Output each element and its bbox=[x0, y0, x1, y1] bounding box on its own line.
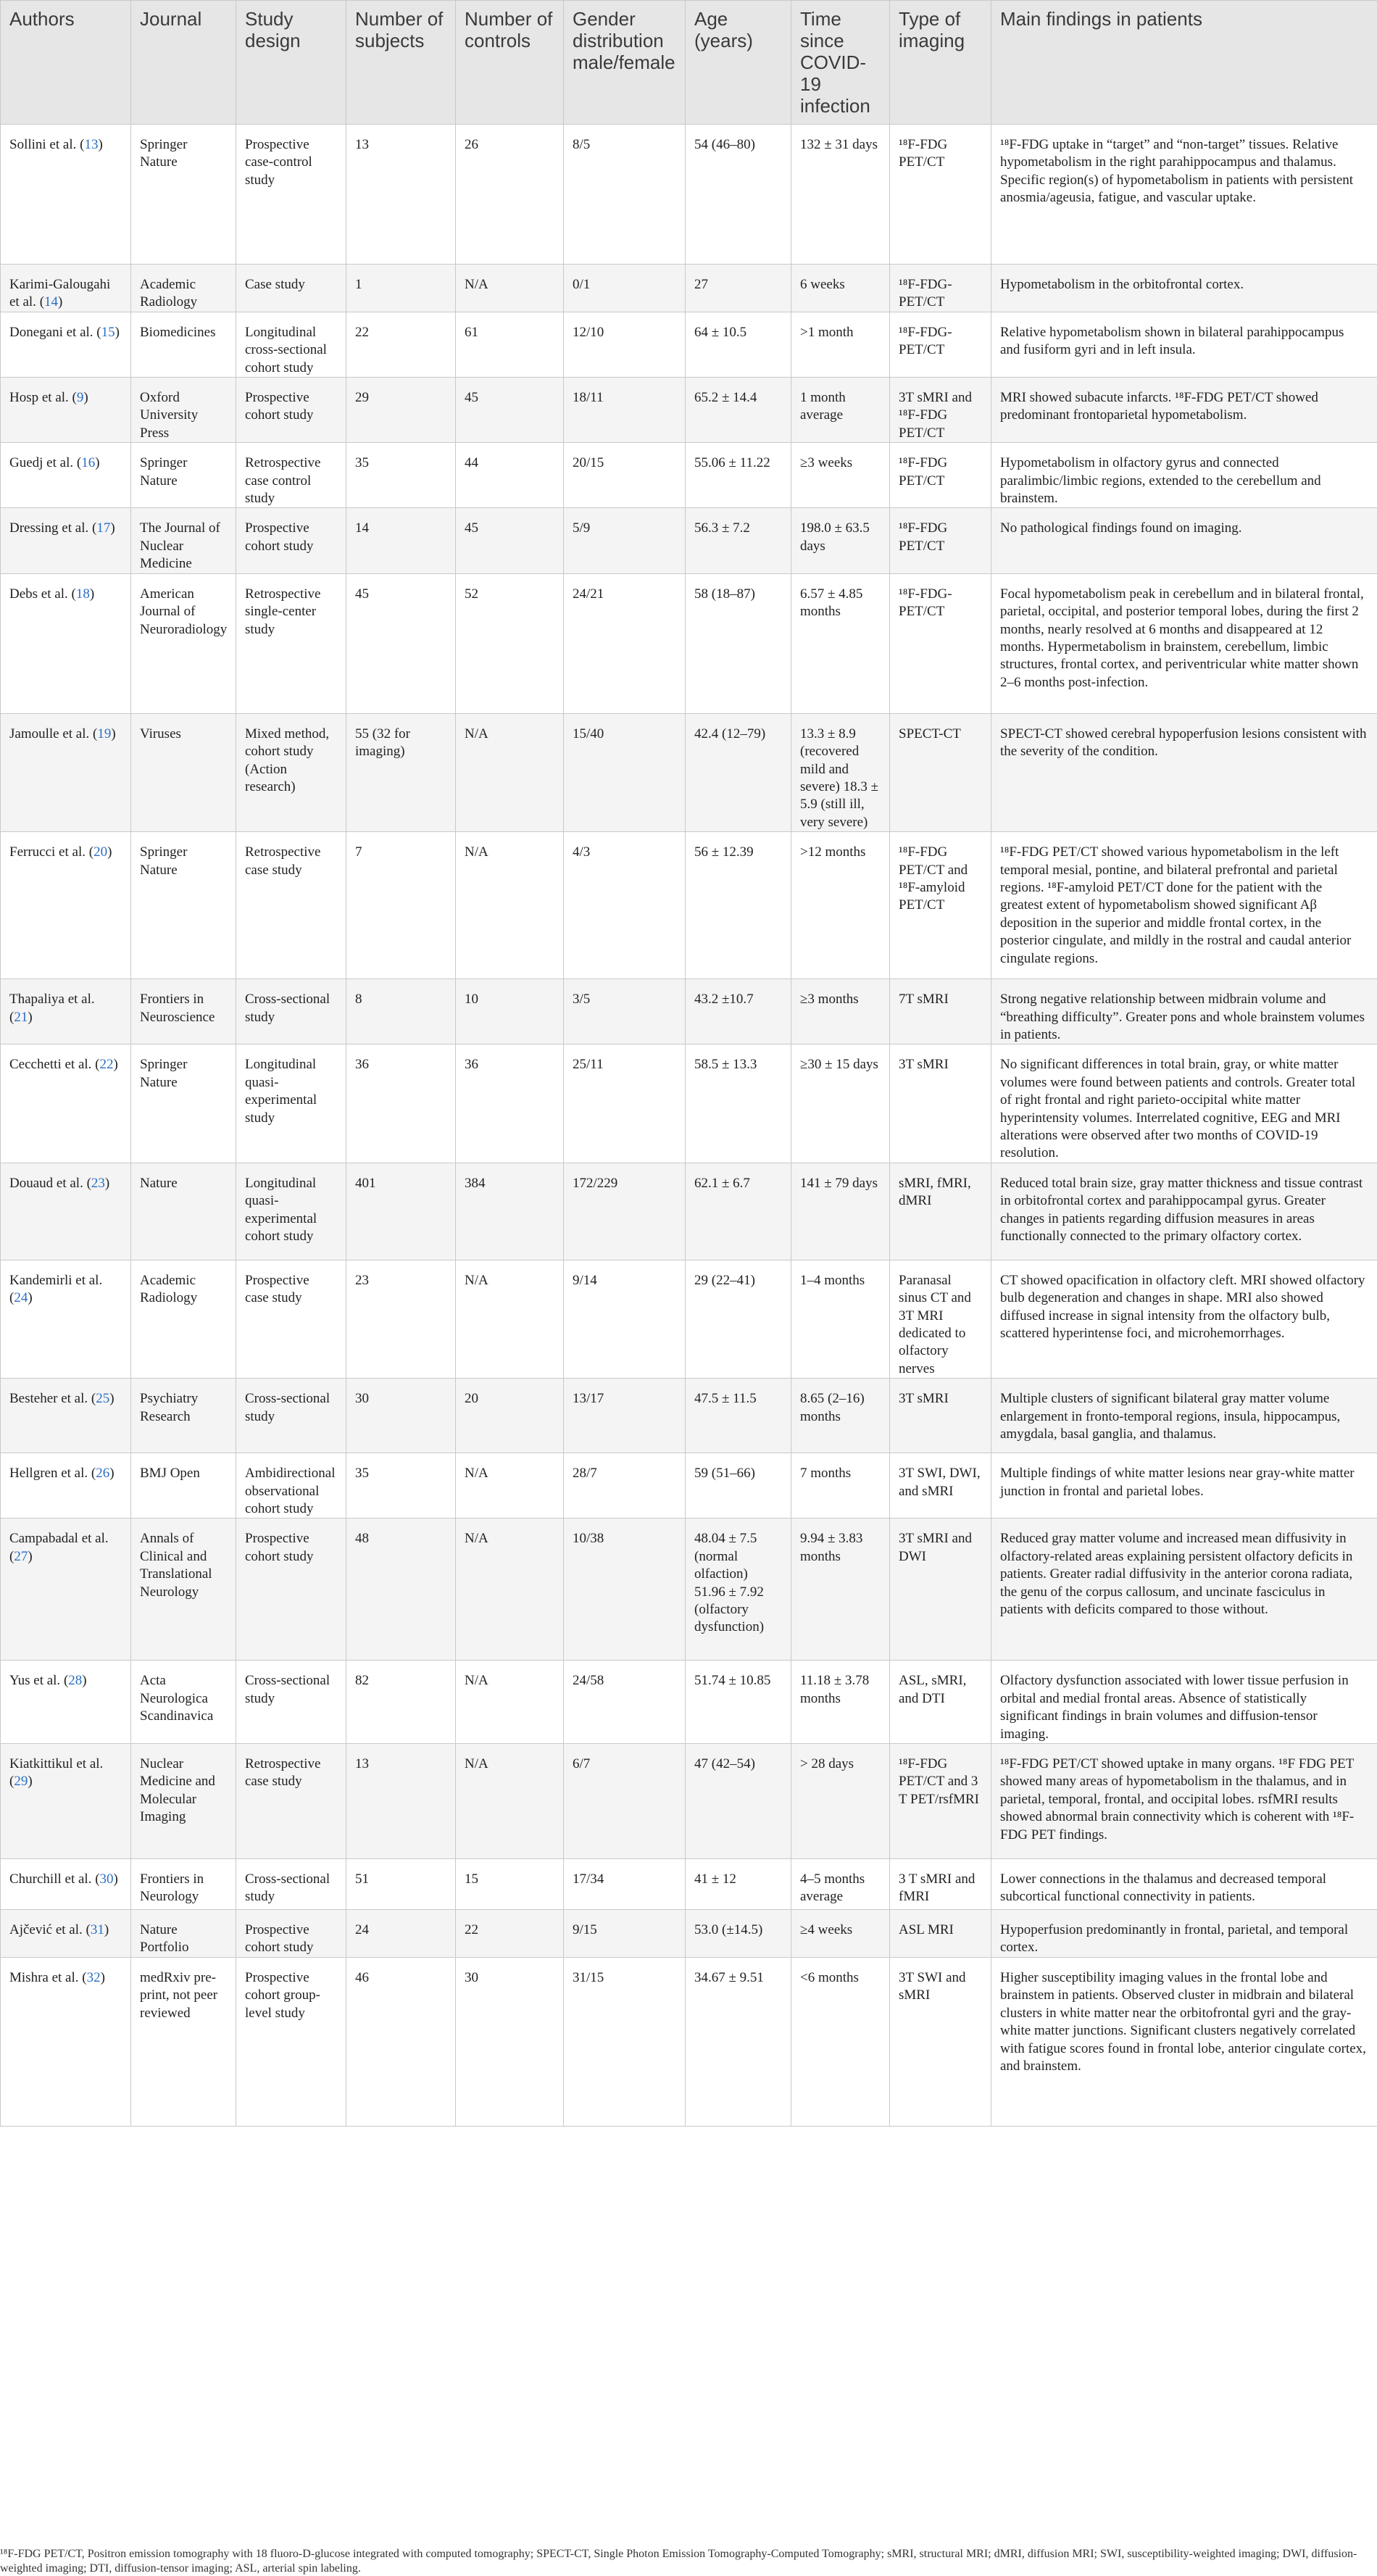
cell-findings: Hypometabolism in the orbitofrontal cortex. bbox=[991, 265, 1377, 312]
header-type-of-imaging: Type of imaging bbox=[890, 1, 991, 125]
cell-controls: 45 bbox=[456, 508, 564, 573]
cell-gender: 9/14 bbox=[564, 1260, 686, 1378]
cell-subjects: 13 bbox=[346, 125, 456, 265]
cell-time-since-infection: 132 ± 31 days bbox=[791, 125, 890, 265]
cell-imaging: ASL, sMRI, and DTI bbox=[890, 1661, 991, 1744]
cell-age: 29 (22–41) bbox=[686, 1260, 791, 1378]
author-name: Besteher et al. bbox=[9, 1391, 88, 1407]
cell-time-since-infection: 1–4 months bbox=[791, 1260, 890, 1378]
cell-findings: No pathological findings found on imaging. bbox=[991, 508, 1377, 573]
cell-imaging: 3T sMRI bbox=[890, 1379, 991, 1453]
cell-gender: 28/7 bbox=[564, 1453, 686, 1518]
cell-study-design: Cross-sectional study bbox=[236, 979, 346, 1044]
cell-author: Sollini et al. (13) bbox=[1, 125, 131, 265]
cell-controls: N/A bbox=[456, 832, 564, 979]
cell-author: Cecchetti et al. (22) bbox=[1, 1044, 131, 1163]
author-name: Hosp et al. bbox=[9, 390, 69, 406]
cell-imaging: ¹⁸F-FDG-PET/CT bbox=[890, 312, 991, 377]
cell-study-design: Cross-sectional study bbox=[236, 1661, 346, 1744]
cell-journal: Springer Nature bbox=[131, 125, 236, 265]
cell-controls: 384 bbox=[456, 1163, 564, 1260]
table-row bbox=[1, 443, 1377, 508]
cell-study-design: Longitudinal quasi-experimental cohort study bbox=[236, 1163, 346, 1260]
cell-subjects: 7 bbox=[346, 832, 456, 979]
cell-study-design: Mixed method, cohort study (Action research) bbox=[236, 713, 346, 831]
reference-link[interactable]: 25 bbox=[96, 1391, 110, 1407]
cell-author: Dressing et al. (17) bbox=[1, 508, 131, 573]
cell-time-since-infection: 8.65 (2–16) months bbox=[791, 1379, 890, 1453]
cell-subjects: 13 bbox=[346, 1744, 456, 1859]
cell-author: Churchill et al. (30) bbox=[1, 1859, 131, 1910]
cell-findings: MRI showed subacute infarcts. ¹⁸F-FDG PET/CT showed predominant frontoparietal hypometabolism. bbox=[991, 378, 1377, 443]
cell-time-since-infection: 13.3 ± 8.9 (recovered mild and severe) 18.3 ± 5.9 (still ill, very severe) bbox=[791, 713, 890, 831]
cell-findings: Multiple clusters of significant bilateral gray matter volume enlargement in fronto-temporal regions, insula, hippocampus, amygdala, basal ganglia, and thalamus. bbox=[991, 1379, 1377, 1453]
cell-author: Kandemirli et al. (24) bbox=[1, 1260, 131, 1378]
cell-controls: N/A bbox=[456, 1260, 564, 1378]
reference-link[interactable]: 19 bbox=[97, 726, 112, 741]
reference-link[interactable]: 30 bbox=[99, 1871, 114, 1887]
cell-controls: N/A bbox=[456, 1661, 564, 1744]
cell-age: 42.4 (12–79) bbox=[686, 713, 791, 831]
table-row bbox=[1, 1910, 1377, 1958]
header-number-of-controls: Number of controls bbox=[456, 1, 564, 125]
cell-imaging: 3T sMRI bbox=[890, 1044, 991, 1163]
cell-author: Jamoulle et al. (19) bbox=[1, 713, 131, 831]
cell-journal: Academic Radiology bbox=[131, 1260, 236, 1378]
cell-study-design: Ambidirectional observational cohort study bbox=[236, 1453, 346, 1518]
author-name: Ajčević et al. bbox=[9, 1922, 83, 1938]
cell-study-design: Retrospective single-center study bbox=[236, 573, 346, 713]
table-row bbox=[1, 1379, 1377, 1453]
cell-findings: No significant differences in total brain, gray, or white matter volumes were found between patients and controls. Greater total of right frontal and right parieto-occipital white matter hyperintensity volumes. Interrelated cognitive, EEG and MRI alterations were observed after two months of COVID-19 resolution. bbox=[991, 1044, 1377, 1163]
cell-age: 54 (46–80) bbox=[686, 125, 791, 265]
reference-link[interactable]: 14 bbox=[44, 294, 59, 310]
cell-imaging: sMRI, fMRI, dMRI bbox=[890, 1163, 991, 1260]
cell-findings: ¹⁸F-FDG uptake in “target” and “non-target” tissues. Relative hypometabolism in the right parahippocampus and thalamus. Specific region(s) of hypometabolism in patients with persistent anosmia/ageusia, fatigue, and vascular uptake. bbox=[991, 125, 1377, 265]
cell-subjects: 82 bbox=[346, 1661, 456, 1744]
author-name: Campabadal et al. bbox=[9, 1531, 109, 1547]
cell-journal: Nuclear Medicine and Molecular Imaging bbox=[131, 1744, 236, 1859]
cell-study-design: Retrospective case study bbox=[236, 832, 346, 979]
cell-imaging: 3 T sMRI and fMRI bbox=[890, 1859, 991, 1910]
header-authors: Authors bbox=[1, 1, 131, 125]
cell-subjects: 35 bbox=[346, 443, 456, 508]
table-row bbox=[1, 832, 1377, 979]
author-name: Thapaliya et al. bbox=[9, 992, 95, 1007]
cell-age: 58 (18–87) bbox=[686, 573, 791, 713]
cell-time-since-infection: 9.94 ± 3.83 months bbox=[791, 1518, 890, 1661]
reference-link[interactable]: 15 bbox=[101, 324, 115, 340]
cell-subjects: 55 (32 for imaging) bbox=[346, 713, 456, 831]
cell-imaging: 7T sMRI bbox=[890, 979, 991, 1044]
cell-author: Kiatkittikul et al. (29) bbox=[1, 1744, 131, 1859]
cell-findings: Strong negative relationship between midbrain volume and “breathing difficulty”. Greater pons and whole brainstem volumes in patients. bbox=[991, 979, 1377, 1044]
cell-author: Ajčević et al. (31) bbox=[1, 1910, 131, 1958]
cell-controls: N/A bbox=[456, 1518, 564, 1661]
cell-journal: American Journal of Neuroradiology bbox=[131, 573, 236, 713]
header-study-design: Study design bbox=[236, 1, 346, 125]
cell-study-design: Prospective cohort study bbox=[236, 378, 346, 443]
cell-journal: Oxford University Press bbox=[131, 378, 236, 443]
cell-findings: Reduced gray matter volume and increased mean diffusivity in olfactory-related areas explaining persistent olfactory deficits in patients. Greater radial diffusivity in the anterior corona radiata, the genu of the corpus callosum, and uncinate fasciculus in patients with deficits compared to those without. bbox=[991, 1518, 1377, 1661]
cell-journal: Academic Radiology bbox=[131, 265, 236, 312]
cell-age: 64 ± 10.5 bbox=[686, 312, 791, 377]
cell-journal: Annals of Clinical and Translational Neurology bbox=[131, 1518, 236, 1661]
cell-time-since-infection: >12 months bbox=[791, 832, 890, 979]
table-row bbox=[1, 1957, 1377, 2126]
cell-controls: N/A bbox=[456, 1453, 564, 1518]
cell-gender: 15/40 bbox=[564, 713, 686, 831]
author-name: Ferrucci et al. bbox=[9, 844, 86, 860]
cell-age: 65.2 ± 14.4 bbox=[686, 378, 791, 443]
author-name: Guedj et al. bbox=[9, 455, 74, 471]
author-name: Dressing et al. bbox=[9, 520, 89, 536]
cell-controls: N/A bbox=[456, 265, 564, 312]
cell-gender: 0/1 bbox=[564, 265, 686, 312]
cell-subjects: 48 bbox=[346, 1518, 456, 1661]
cell-gender: 24/58 bbox=[564, 1661, 686, 1744]
cell-time-since-infection: 141 ± 79 days bbox=[791, 1163, 890, 1260]
author-name: Debs et al. bbox=[9, 586, 68, 602]
cell-time-since-infection: ≥4 weeks bbox=[791, 1910, 890, 1958]
cell-controls: 22 bbox=[456, 1910, 564, 1958]
cell-subjects: 22 bbox=[346, 312, 456, 377]
cell-imaging: 3T SWI and sMRI bbox=[890, 1957, 991, 2126]
cell-study-design: Prospective cohort study bbox=[236, 1910, 346, 1958]
header-journal: Journal bbox=[131, 1, 236, 125]
cell-gender: 20/15 bbox=[564, 443, 686, 508]
cell-journal: Viruses bbox=[131, 713, 236, 831]
cell-age: 56 ± 12.39 bbox=[686, 832, 791, 979]
cell-subjects: 30 bbox=[346, 1379, 456, 1453]
table-row bbox=[1, 1661, 1377, 1744]
cell-time-since-infection: >1 month bbox=[791, 312, 890, 377]
cell-subjects: 35 bbox=[346, 1453, 456, 1518]
cell-age: 51.74 ± 10.85 bbox=[686, 1661, 791, 1744]
cell-subjects: 401 bbox=[346, 1163, 456, 1260]
author-name: Churchill et al. bbox=[9, 1871, 92, 1887]
reference-link[interactable]: 24 bbox=[14, 1290, 28, 1306]
reference-link[interactable]: 23 bbox=[91, 1175, 105, 1191]
cell-time-since-infection: 7 months bbox=[791, 1453, 890, 1518]
cell-gender: 18/11 bbox=[564, 378, 686, 443]
cell-journal: Springer Nature bbox=[131, 832, 236, 979]
cell-journal: The Journal of Nuclear Medicine bbox=[131, 508, 236, 573]
header-number-of-subjects: Number of subjects bbox=[346, 1, 456, 125]
cell-subjects: 24 bbox=[346, 1910, 456, 1958]
table-row bbox=[1, 713, 1377, 831]
cell-journal: Biomedicines bbox=[131, 312, 236, 377]
cell-study-design: Cross-sectional study bbox=[236, 1859, 346, 1910]
cell-subjects: 8 bbox=[346, 979, 456, 1044]
cell-author: Besteher et al. (25) bbox=[1, 1379, 131, 1453]
cell-author: Ferrucci et al. (20) bbox=[1, 832, 131, 979]
cell-age: 55.06 ± 11.22 bbox=[686, 443, 791, 508]
cell-imaging: 3T sMRI and ¹⁸F-FDG PET/CT bbox=[890, 378, 991, 443]
cell-study-design: Retrospective case study bbox=[236, 1744, 346, 1859]
cell-age: 43.2 ±10.7 bbox=[686, 979, 791, 1044]
table-row bbox=[1, 265, 1377, 312]
cell-study-design: Longitudinal cross-sectional cohort study bbox=[236, 312, 346, 377]
cell-findings: Hypometabolism in olfactory gyrus and connected paralimbic/limbic regions, extended to the cerebellum and brainstem. bbox=[991, 443, 1377, 508]
cell-age: 62.1 ± 6.7 bbox=[686, 1163, 791, 1260]
cell-journal: Nature Portfolio bbox=[131, 1910, 236, 1958]
cell-imaging: 3T sMRI and DWI bbox=[890, 1518, 991, 1661]
cell-time-since-infection: 4–5 months average bbox=[791, 1859, 890, 1910]
table-row bbox=[1, 1163, 1377, 1260]
cell-author: Yus et al. (28) bbox=[1, 1661, 131, 1744]
cell-time-since-infection: 6.57 ± 4.85 months bbox=[791, 573, 890, 713]
reference-link[interactable]: 18 bbox=[75, 586, 90, 602]
cell-age: 48.04 ± 7.5 (normal olfaction) 51.96 ± 7.92 (olfactory dysfunction) bbox=[686, 1518, 791, 1661]
cell-journal: Springer Nature bbox=[131, 443, 236, 508]
author-name: Cecchetti et al. bbox=[9, 1057, 92, 1073]
cell-gender: 3/5 bbox=[564, 979, 686, 1044]
cell-subjects: 45 bbox=[346, 573, 456, 713]
cell-imaging: ¹⁸F-FDG-PET/CT bbox=[890, 265, 991, 312]
author-name: Sollini et al. bbox=[9, 137, 77, 152]
reference-link[interactable]: 21 bbox=[14, 1009, 28, 1025]
cell-gender: 13/17 bbox=[564, 1379, 686, 1453]
table-header-row bbox=[1, 1, 1377, 125]
cell-time-since-infection: ≥3 weeks bbox=[791, 443, 890, 508]
cell-imaging: ¹⁸F-FDG PET/CT bbox=[890, 125, 991, 265]
cell-author: Hosp et al. (9) bbox=[1, 378, 131, 443]
cell-journal: Springer Nature bbox=[131, 1044, 236, 1163]
cell-gender: 31/15 bbox=[564, 1957, 686, 2126]
cell-controls: 15 bbox=[456, 1859, 564, 1910]
cell-controls: N/A bbox=[456, 1744, 564, 1859]
cell-study-design: Prospective cohort group-level study bbox=[236, 1957, 346, 2126]
cell-subjects: 14 bbox=[346, 508, 456, 573]
cell-study-design: Longitudinal quasi-experimental study bbox=[236, 1044, 346, 1163]
cell-subjects: 36 bbox=[346, 1044, 456, 1163]
cell-findings: ¹⁸F-FDG PET/CT showed various hypometabolism in the left temporal mesial, pontine, and bilateral prefrontal and parietal regions. ¹⁸F-amyloid PET/CT done for the patient with the greatest extent of hypometabolism showed significant Aβ deposition in the superior and middle frontal cortex, in the posterior cingulate, and mildly in the rostral and caudal anterior cingulate regions. bbox=[991, 832, 1377, 979]
cell-imaging: 3T SWI, DWI, and sMRI bbox=[890, 1453, 991, 1518]
cell-gender: 8/5 bbox=[564, 125, 686, 265]
author-name: Douaud et al. bbox=[9, 1175, 83, 1191]
reference-link[interactable]: 13 bbox=[84, 137, 99, 152]
cell-imaging: ¹⁸F-FDG PET/CT and ¹⁸F-amyloid PET/CT bbox=[890, 832, 991, 979]
cell-controls: N/A bbox=[456, 713, 564, 831]
author-name: Kiatkittikul et al. bbox=[9, 1756, 104, 1772]
table-row bbox=[1, 125, 1377, 265]
cell-journal: BMJ Open bbox=[131, 1453, 236, 1518]
cell-age: 41 ± 12 bbox=[686, 1859, 791, 1910]
reference-link[interactable]: 27 bbox=[14, 1548, 28, 1564]
author-name: Karimi-Galougahi et al. bbox=[9, 277, 111, 310]
reference-link[interactable]: 17 bbox=[96, 520, 111, 536]
table-row bbox=[1, 378, 1377, 443]
table-row bbox=[1, 1260, 1377, 1378]
cell-controls: 44 bbox=[456, 443, 564, 508]
cell-author: Mishra et al. (32) bbox=[1, 1957, 131, 2126]
cell-controls: 26 bbox=[456, 125, 564, 265]
cell-findings: Hypoperfusion predominantly in frontal, parietal, and temporal cortex. bbox=[991, 1910, 1377, 1958]
cell-author: Debs et al. (18) bbox=[1, 573, 131, 713]
cell-journal: Nature bbox=[131, 1163, 236, 1260]
cell-findings: Focal hypometabolism peak in cerebellum and in bilateral frontal, parietal, occipital, and posterior temporal lobes, during the first 2 months, nearly resolved at 6 months and disappeared at 12 months. Hypermetabolism in brainstem, cerebellum, limbic structures, frontal cortex, and periventricular white matter shown 2–6 months post-infection. bbox=[991, 573, 1377, 713]
cell-journal: Acta Neurologica Scandinavica bbox=[131, 1661, 236, 1744]
table-row bbox=[1, 1044, 1377, 1163]
cell-gender: 10/38 bbox=[564, 1518, 686, 1661]
cell-imaging: ¹⁸F-FDG PET/CT and 3 T PET/rsfMRI bbox=[890, 1744, 991, 1859]
cell-gender: 17/34 bbox=[564, 1859, 686, 1910]
cell-age: 47.5 ± 11.5 bbox=[686, 1379, 791, 1453]
cell-journal: Frontiers in Neurology bbox=[131, 1859, 236, 1910]
reference-link[interactable]: 26 bbox=[96, 1466, 110, 1482]
cell-findings: Higher susceptibility imaging values in the frontal lobe and brainstem in patients. Observed cluster in midbrain and bilateral clusters in white matter near the orbitofrontal gyri and the gray-white matter junctions. Significant clusters negatively correlated with fatigue scores found in frontal lobe, anterior cingulate cortex, and brainstem. bbox=[991, 1957, 1377, 2126]
header-gender-distribution: Gender distribution male/female bbox=[564, 1, 686, 125]
cell-author: Thapaliya et al. (21) bbox=[1, 979, 131, 1044]
cell-age: 34.67 ± 9.51 bbox=[686, 1957, 791, 2126]
cell-study-design: Prospective case study bbox=[236, 1260, 346, 1378]
reference-link[interactable]: 31 bbox=[90, 1922, 104, 1938]
cell-time-since-infection: <6 months bbox=[791, 1957, 890, 2126]
cell-gender: 25/11 bbox=[564, 1044, 686, 1163]
cell-subjects: 29 bbox=[346, 378, 456, 443]
cell-author: Donegani et al. (15) bbox=[1, 312, 131, 377]
cell-time-since-infection: > 28 days bbox=[791, 1744, 890, 1859]
cell-time-since-infection: ≥30 ± 15 days bbox=[791, 1044, 890, 1163]
table-row bbox=[1, 1518, 1377, 1661]
cell-subjects: 46 bbox=[346, 1957, 456, 2126]
cell-imaging: ¹⁸F-FDG PET/CT bbox=[890, 443, 991, 508]
author-name: Kandemirli et al. bbox=[9, 1272, 103, 1288]
cell-subjects: 23 bbox=[346, 1260, 456, 1378]
cell-time-since-infection: 1 month average bbox=[791, 378, 890, 443]
table-row bbox=[1, 312, 1377, 377]
cell-controls: 36 bbox=[456, 1044, 564, 1163]
cell-imaging: ASL MRI bbox=[890, 1910, 991, 1958]
cell-controls: 10 bbox=[456, 979, 564, 1044]
table-row bbox=[1, 1453, 1377, 1518]
cell-controls: 30 bbox=[456, 1957, 564, 2126]
cell-age: 59 (51–66) bbox=[686, 1453, 791, 1518]
table-row bbox=[1, 573, 1377, 713]
cell-findings: Olfactory dysfunction associated with lower tissue perfusion in orbital and medial frontal areas. Absence of statistically significant findings in brain volumes and diffusion-tensor imaging. bbox=[991, 1661, 1377, 1744]
reference-link[interactable]: 20 bbox=[93, 844, 108, 860]
table-footnote: ¹⁸F-FDG PET/CT, Positron emission tomography with 18 fluoro-D-glucose integrated with computed tomography; SPECT-CT, Single Photon Emission Tomography-Computed Tomography; sMRI, structural MRI; dMRI, diffusion MRI; SWI, susceptibility-weighted imaging; DWI, diffusion-weighted imaging; DTI, diffusion-tensor imaging; ASL, arterial spin labeling. bbox=[0, 2548, 1357, 2575]
cell-study-design: Retrospective case control study bbox=[236, 443, 346, 508]
cell-gender: 12/10 bbox=[564, 312, 686, 377]
author-name: Hellgren et al. bbox=[9, 1466, 88, 1482]
cell-age: 56.3 ± 7.2 bbox=[686, 508, 791, 573]
header-age: Age (years) bbox=[686, 1, 791, 125]
cell-author: Karimi-Galougahi et al. (14) bbox=[1, 265, 131, 312]
table-row bbox=[1, 979, 1377, 1044]
cell-imaging: ¹⁸F-FDG PET/CT bbox=[890, 508, 991, 573]
cell-study-design: Prospective cohort study bbox=[236, 508, 346, 573]
cell-author: Campabadal et al. (27) bbox=[1, 1518, 131, 1661]
cell-gender: 5/9 bbox=[564, 508, 686, 573]
cell-gender: 9/15 bbox=[564, 1910, 686, 1958]
cell-author: Guedj et al. (16) bbox=[1, 443, 131, 508]
cell-gender: 172/229 bbox=[564, 1163, 686, 1260]
cell-age: 53.0 (±14.5) bbox=[686, 1910, 791, 1958]
author-name: Donegani et al. bbox=[9, 324, 93, 340]
table-row bbox=[1, 1744, 1377, 1859]
cell-age: 58.5 ± 13.3 bbox=[686, 1044, 791, 1163]
cell-age: 27 bbox=[686, 265, 791, 312]
cell-findings: Lower connections in the thalamus and decreased temporal subcortical functional connectivity in patients. bbox=[991, 1859, 1377, 1910]
cell-study-design: Prospective case-control study bbox=[236, 125, 346, 265]
reference-link[interactable]: 9 bbox=[76, 390, 84, 406]
cell-time-since-infection: 198.0 ± 63.5 days bbox=[791, 508, 890, 573]
cell-imaging: SPECT-CT bbox=[890, 713, 991, 831]
cell-findings: Reduced total brain size, gray matter thickness and tissue contrast in orbitofrontal cortex and parahippocampal gyrus. Greater changes in patients regarding diffusion measures in areas functionally connected to the primary olfactory cortex. bbox=[991, 1163, 1377, 1260]
cell-findings: SPECT-CT showed cerebral hypoperfusion lesions consistent with the severity of the condition. bbox=[991, 713, 1377, 831]
cell-gender: 4/3 bbox=[564, 832, 686, 979]
cell-gender: 6/7 bbox=[564, 1744, 686, 1859]
cell-findings: ¹⁸F-FDG PET/CT showed uptake in many organs. ¹⁸F FDG PET showed many areas of hypometabolism in the thalamus, and in parietal, temporal, frontal, and occipital lobes. rsfMRI results showed abnormal brain connectivity which is coherent with ¹⁸F-FDG PET findings. bbox=[991, 1744, 1377, 1859]
cell-author: Douaud et al. (23) bbox=[1, 1163, 131, 1260]
cell-time-since-infection: 11.18 ± 3.78 months bbox=[791, 1661, 890, 1744]
cell-study-design: Case study bbox=[236, 265, 346, 312]
cell-gender: 24/21 bbox=[564, 573, 686, 713]
cell-journal: Frontiers in Neuroscience bbox=[131, 979, 236, 1044]
header-main-findings: Main findings in patients bbox=[991, 1, 1377, 125]
cell-study-design: Cross-sectional study bbox=[236, 1379, 346, 1453]
reference-link[interactable]: 28 bbox=[68, 1673, 83, 1689]
cell-journal: medRxiv pre-print, not peer reviewed bbox=[131, 1957, 236, 2126]
cell-author: Hellgren et al. (26) bbox=[1, 1453, 131, 1518]
cell-controls: 61 bbox=[456, 312, 564, 377]
header-time-since-infection: Time since COVID-19 infection bbox=[791, 1, 890, 125]
cell-study-design: Prospective cohort study bbox=[236, 1518, 346, 1661]
reference-link[interactable]: 29 bbox=[14, 1774, 28, 1790]
reference-link[interactable]: 16 bbox=[81, 455, 96, 471]
table-row bbox=[1, 508, 1377, 573]
cell-time-since-infection: ≥3 months bbox=[791, 979, 890, 1044]
cell-controls: 20 bbox=[456, 1379, 564, 1453]
author-name: Yus et al. bbox=[9, 1673, 61, 1689]
cell-subjects: 1 bbox=[346, 265, 456, 312]
cell-journal: Psychiatry Research bbox=[131, 1379, 236, 1453]
table-body bbox=[1, 125, 1377, 2127]
cell-findings: Relative hypometabolism shown in bilateral parahippocampus and fusiform gyri and in left insula. bbox=[991, 312, 1377, 377]
reference-link[interactable]: 22 bbox=[99, 1057, 114, 1073]
cell-age: 47 (42–54) bbox=[686, 1744, 791, 1859]
cell-findings: CT showed opacification in olfactory cleft. MRI showed olfactory bulb degeneration and changes in shape. MRI also showed diffused increase in signal intensity from the olfactory bulb, scattered hyperintense foci, and microhemorrhages. bbox=[991, 1260, 1377, 1378]
cell-imaging: ¹⁸F-FDG-PET/CT bbox=[890, 573, 991, 713]
cell-time-since-infection: 6 weeks bbox=[791, 265, 890, 312]
cell-findings: Multiple findings of white matter lesions near gray-white matter junction in frontal and parietal lobes. bbox=[991, 1453, 1377, 1518]
cell-controls: 52 bbox=[456, 573, 564, 713]
author-name: Jamoulle et al. bbox=[9, 726, 90, 741]
cell-imaging: Paranasal sinus CT and 3T MRI dedicated to olfactory nerves bbox=[890, 1260, 991, 1378]
author-name: Mishra et al. bbox=[9, 1969, 79, 1985]
table-row bbox=[1, 1859, 1377, 1910]
cell-controls: 45 bbox=[456, 378, 564, 443]
reference-link[interactable]: 32 bbox=[86, 1969, 101, 1985]
cell-subjects: 51 bbox=[346, 1859, 456, 1910]
